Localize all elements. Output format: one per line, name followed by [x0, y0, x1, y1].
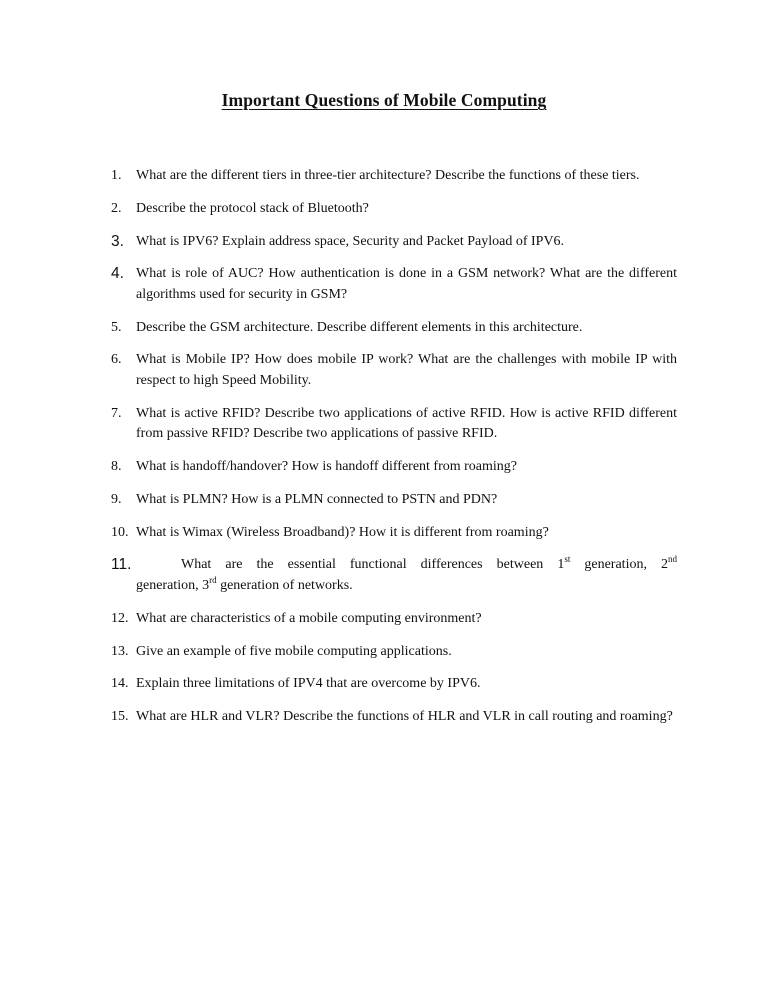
question-item: [111, 555, 677, 596]
question-item: [111, 404, 677, 445]
question-text: What are the different tiers in three-tier architecture? Describe the functions of these tiers.: [136, 168, 640, 183]
question-text: What is IPV6? Explain address space, Security and Packet Payload of IPV6.: [136, 233, 565, 249]
question-item: [111, 318, 677, 339]
question-item: [111, 264, 677, 305]
question-item: [111, 457, 677, 478]
question-text: Give an example of five mobile computing applications.: [136, 643, 452, 659]
question-item: [111, 232, 677, 253]
question-number: 3.: [111, 232, 124, 250]
question-text: What is active RFID? Describe two applications of active RFID. How is active RFID different from passive RFID? Describe two applications of passive RFID.: [136, 405, 677, 442]
question-number: 14.: [111, 676, 129, 692]
page-title: Important Questions of Mobile Computing: [221, 90, 547, 110]
question-text: What is role of AUC? How authentication is done in a GSM network? What are the different algorithms used for security in GSM?: [136, 266, 677, 302]
question-number: 10.: [111, 524, 129, 540]
question-text: What are characteristics of a mobile computing environment?: [136, 610, 482, 626]
question-text: Describe the protocol stack of Bluetooth?: [136, 200, 369, 216]
question-number: 5.: [111, 319, 122, 335]
question-text: Explain three limitations of IPV4 that are overcome by IPV6.: [136, 676, 481, 692]
question-text: What is PLMN? How is a PLMN connected to PSTN and PDN?: [136, 491, 498, 507]
question-item: [111, 523, 677, 544]
question-item: [111, 707, 677, 728]
question-number: 12.: [111, 610, 129, 626]
question-text: What are HLR and VLR? Describe the functions of HLR and VLR in call routing and roaming?: [136, 709, 673, 725]
question-number: 2.: [111, 200, 122, 216]
question-line: generation, 3rd generation of networks.: [136, 574, 353, 593]
question-number: 6.: [111, 352, 122, 368]
question-text: [111, 555, 677, 596]
question-item: [111, 674, 677, 695]
question-line: What are the essential functional differences between 1st generation, 2nd: [181, 554, 677, 573]
question-item: [111, 490, 677, 511]
question-number: 15.: [111, 709, 129, 725]
question-item: [111, 609, 677, 630]
question-item: [111, 166, 677, 187]
question-text: What is handoff/handover? How is handoff different from roaming?: [136, 459, 518, 475]
question-number: 9.: [111, 491, 122, 507]
question-number: 11.: [111, 556, 132, 574]
question-number: 13.: [111, 643, 129, 659]
question-number: 1.: [111, 168, 122, 183]
question-number: 4.: [111, 265, 124, 283]
question-item: [111, 642, 677, 663]
question-number: 7.: [111, 405, 122, 421]
question-text: Describe the GSM architecture. Describe different elements in this architecture.: [136, 319, 583, 335]
question-number: 8.: [111, 459, 122, 475]
question-item: [111, 350, 677, 391]
question-item: [111, 199, 677, 220]
question-text: What is Mobile IP? How does mobile IP work? What are the challenges with mobile IP with respect to high Speed Mobility.: [136, 352, 677, 388]
question-text: What is Wimax (Wireless Broadband)? How it is different from roaming?: [136, 524, 549, 540]
question-list: [111, 166, 677, 740]
